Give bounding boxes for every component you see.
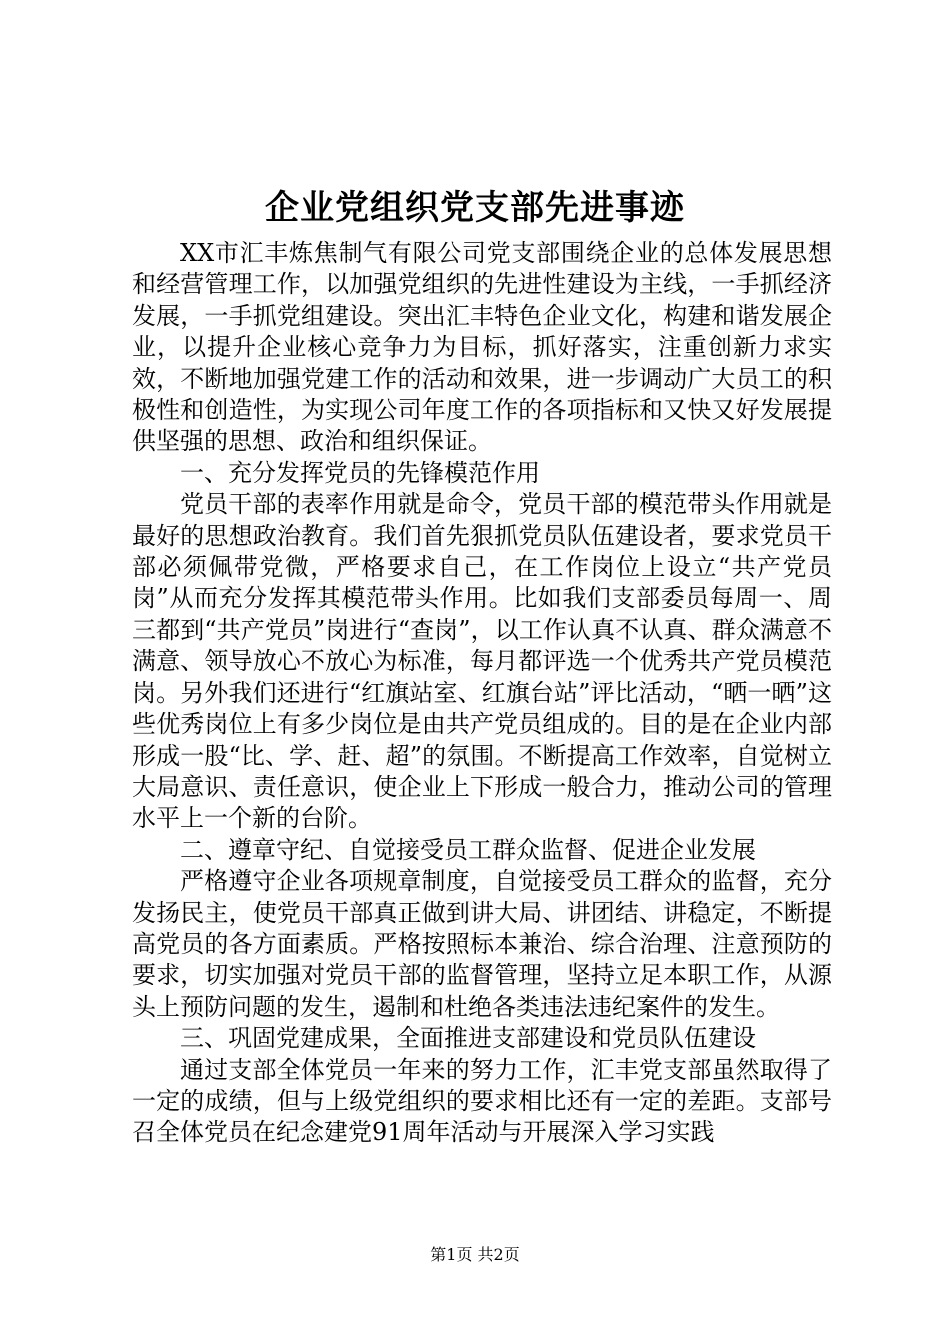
paragraph-section-2: 严格遵守企业各项规章制度，自觉接受员工群众的监督，充分发扬民主，使党员干部真正做到讲大局、讲团结、讲稳定，不断提高党员的各方面素质。严格按照标本兼治、综合治理、注意预防的要求，切实加强对党员干部的监督管理，坚持立足本职工作，从源头上预防问题的发生，遏制和杜绝各类违法违纪案件的发生。 [132,867,832,1021]
section-heading-2: 二、遵章守纪、自觉接受员工群众监督、促进企业发展 [180,835,756,864]
paragraph-intro: XX市汇丰炼焦制气有限公司党支部围绕企业的总体发展思想和经营管理工作，以加强党组织的先进性建设为主线，一手抓经济发展，一手抓党组建设。突出汇丰特色企业文化，构建和谐发展企业，以提升企业核心竞争力为目标，抓好落实，注重创新力求实效，不断地加强党建工作的活动和效果，进一步调动广大员工的积极性和创造性，为实现公司年度工作的各项指标和又快又好发展提供坚强的思想、政治和组织保证。 [132,239,832,456]
page-number-footer: 第1页 共2页 [430,1245,520,1264]
paragraph-section-1: 党员干部的表率作用就是命令，党员干部的模范带头作用就是最好的思想政治教育。我们首先狠抓党员队伍建设者，要求党员干部必须佩带党微，严格要求自己，在工作岗位上设立“共产党员岗”从而充分发挥其模范带头作用。比如我们支部委员每周一、周三都到“共产党员”岗进行“查岗”，以工作认真不认真、群众满意不满意、领导放心不放心为标准，每月都评选一个优秀共产党员模范岗。另外我们还进行“红旗站室、红旗台站”评比活动，“晒一晒”这些优秀岗位上有多少岗位是由共产党员组成的。目的是在企业内部形成一股“比、学、赶、超”的氛围。不断提高工作效率，自觉树立大局意识、责任意识，使企业上下形成一般合力，推动公司的管理水平上一个新的台阶。 [132,490,832,833]
paragraph-section-3: 通过支部全体党员一年来的努力工作，汇丰党支部虽然取得了一定的成绩，但与上级党组织的要求相比还有一定的差距。支部号召全体党员在纪念建党91周年活动与开展深入学习实践 [132,1055,832,1147]
document-title: 企业党组织党支部先进事迹 [265,188,685,228]
document-body [132,238,832,1149]
section-heading-1: 一、充分发挥党员的先锋模范作用 [180,458,540,487]
section-heading-3: 三、巩固党建成果，全面推进支部建设和党员队伍建设 [180,1024,756,1053]
